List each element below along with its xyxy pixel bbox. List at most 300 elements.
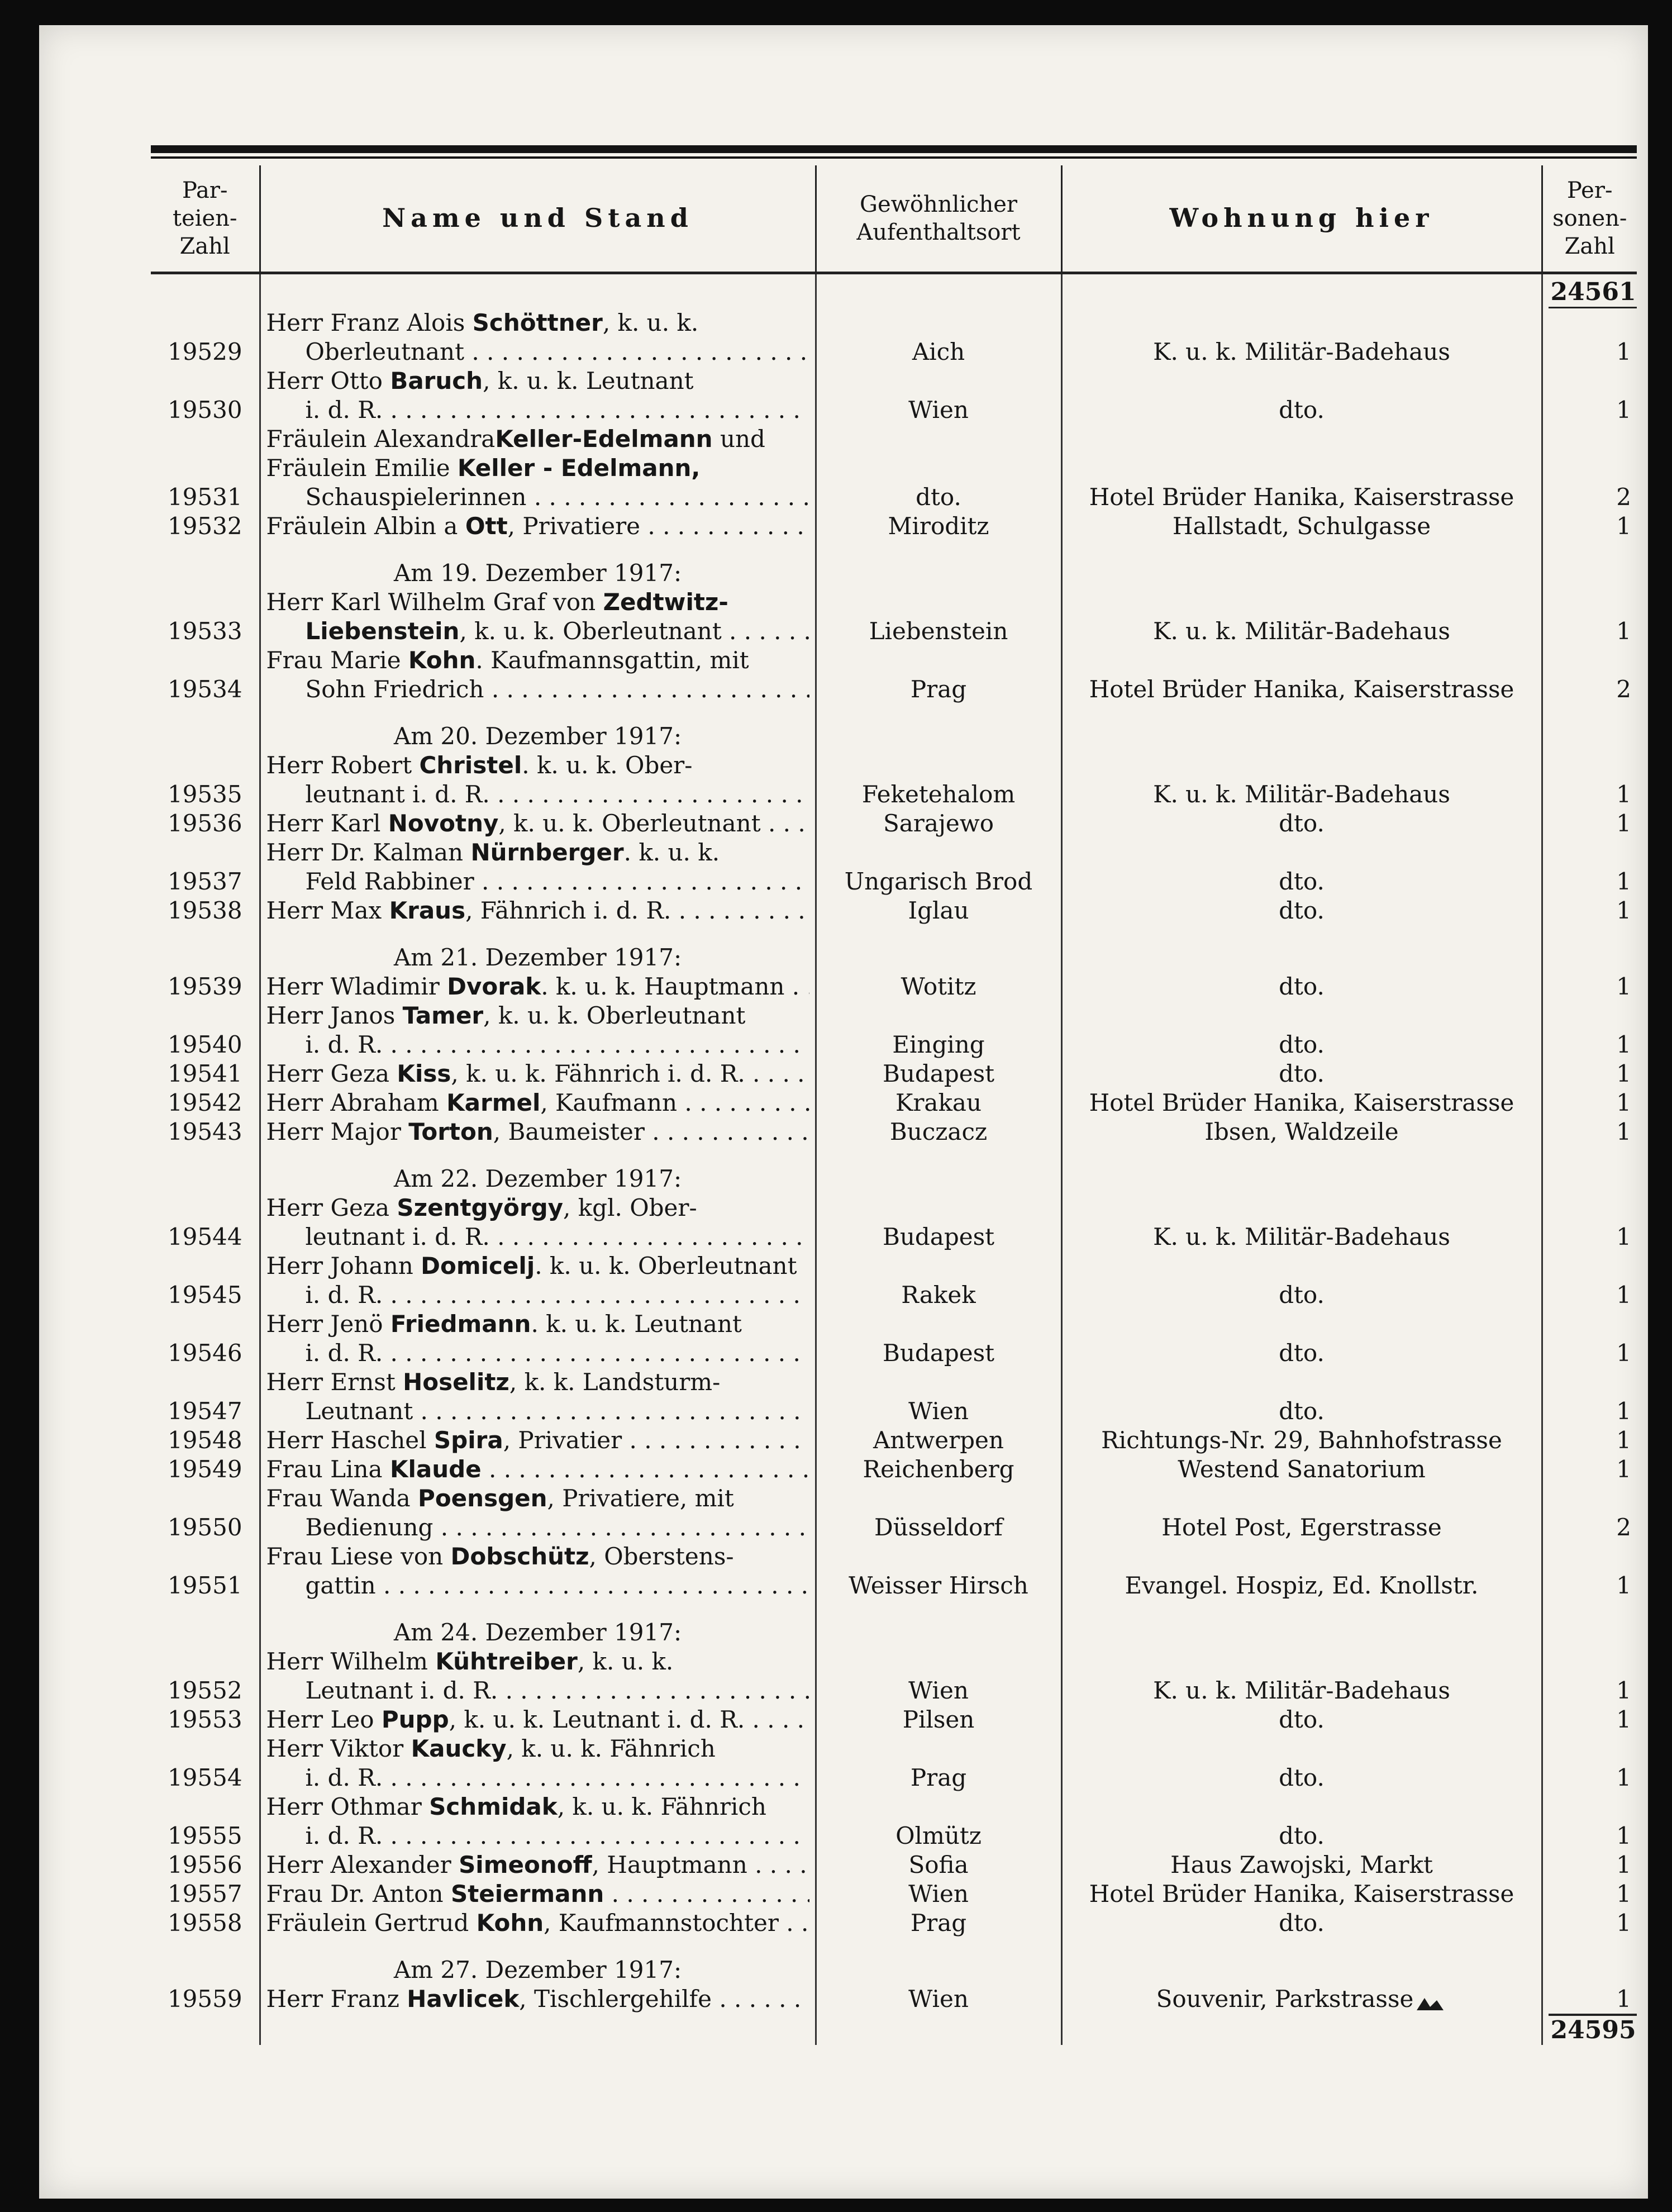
name-line bbox=[266, 425, 809, 454]
person-count: 1 bbox=[1542, 972, 1637, 1001]
local-residence: dto. bbox=[1061, 1368, 1542, 1426]
dot-leader bbox=[779, 1909, 809, 1937]
local-residence: dto. bbox=[1061, 838, 1542, 896]
guest-name-and-status bbox=[260, 1310, 816, 1368]
person-count: 1 bbox=[1542, 1455, 1637, 1484]
local-residence: Hotel Brüder Hanika, Kaiserstrasse bbox=[1061, 646, 1542, 704]
local-residence: K. u. k. Militär-Badehaus bbox=[1061, 751, 1542, 809]
person-count: 1 bbox=[1542, 1880, 1637, 1909]
dot-leader bbox=[376, 1572, 809, 1599]
name-prefix: Herr Wladimir bbox=[266, 973, 447, 1000]
register-entry-row bbox=[151, 838, 1637, 896]
register-entry-row bbox=[151, 1117, 1637, 1147]
name-line bbox=[266, 367, 809, 396]
empty-cell bbox=[151, 541, 260, 588]
date-heading-row bbox=[151, 1600, 1637, 1647]
name-prefix: Herr Viktor bbox=[266, 1735, 411, 1762]
local-residence: dto. bbox=[1061, 1734, 1542, 1792]
dot-leader bbox=[433, 1514, 809, 1541]
party-number: 19543 bbox=[167, 1118, 242, 1145]
name-prefix: Herr Karl bbox=[266, 810, 388, 837]
party-number: 19551 bbox=[167, 1572, 242, 1599]
usual-residence: Pilsen bbox=[816, 1705, 1061, 1734]
register-entry-row bbox=[151, 1909, 1637, 1938]
person-count: 1 bbox=[1542, 512, 1637, 541]
date-heading-row bbox=[151, 704, 1637, 751]
name-suffix: , Oberstens- bbox=[589, 1543, 734, 1570]
name-prefix: Herr Robert bbox=[266, 751, 420, 779]
guest-name-and-status bbox=[260, 1117, 816, 1147]
party-number: 19556 bbox=[167, 1851, 242, 1878]
name-suffix: , Baumeister bbox=[493, 1118, 645, 1145]
name-line bbox=[266, 646, 809, 675]
name-line bbox=[266, 1281, 809, 1310]
name-suffix: , k. u. k. Oberleutnant bbox=[498, 810, 761, 837]
surname: Pupp bbox=[381, 1706, 449, 1733]
surname: Zedtwitz- bbox=[603, 588, 728, 616]
party-number: 19547 bbox=[167, 1397, 242, 1425]
empty-cell bbox=[1061, 1600, 1542, 1647]
name-suffix: , Tischlergehilfe bbox=[519, 1985, 712, 2013]
name-suffix: , k. k. Landsturm- bbox=[509, 1368, 721, 1396]
surname: Dvorak bbox=[447, 973, 541, 1000]
surname: Hoselitz bbox=[403, 1368, 509, 1396]
dot-leader bbox=[383, 1339, 809, 1367]
register-entry-row bbox=[151, 1705, 1637, 1734]
name-line bbox=[266, 1821, 809, 1851]
surname: Ott bbox=[465, 512, 508, 540]
surname: Kaucky bbox=[411, 1735, 507, 1762]
status-text: Leutnant bbox=[305, 1397, 413, 1425]
local-residence: dto. bbox=[1061, 1310, 1542, 1368]
dot-leader bbox=[482, 1455, 809, 1483]
register-entry-row bbox=[151, 1851, 1637, 1880]
register-entry-row bbox=[151, 1193, 1637, 1252]
person-count: 1 bbox=[1542, 308, 1637, 367]
guest-name-and-status bbox=[260, 588, 816, 646]
name-prefix: Frau Lina bbox=[266, 1455, 390, 1483]
name-suffix: , Privatiere bbox=[507, 512, 641, 540]
party-number: 19559 bbox=[167, 1985, 242, 2013]
usual-residence: Krakau bbox=[816, 1088, 1061, 1117]
usual-residence: Rakek bbox=[816, 1252, 1061, 1310]
usual-residence: Prag bbox=[816, 1734, 1061, 1792]
guest-name-and-status bbox=[260, 1252, 816, 1310]
person-count: 1 bbox=[1542, 1117, 1637, 1147]
party-number: 19540 bbox=[167, 1031, 242, 1058]
name-line bbox=[266, 1088, 809, 1117]
local-residence: Hotel Brüder Hanika, Kaiserstrasse bbox=[1061, 425, 1542, 512]
dot-leader bbox=[761, 810, 809, 837]
name-line bbox=[266, 1484, 809, 1513]
name-prefix: Herr Dr. Kalman bbox=[266, 839, 471, 866]
dot-leader bbox=[745, 1060, 809, 1087]
name-line bbox=[266, 972, 809, 1001]
name-line bbox=[266, 1647, 809, 1676]
dot-leader bbox=[383, 396, 809, 424]
usual-residence: Buczacz bbox=[816, 1117, 1061, 1147]
empty-cell bbox=[151, 1938, 260, 1985]
total-row bbox=[151, 2014, 1637, 2045]
dot-leader bbox=[474, 868, 809, 895]
name-prefix: Herr Ernst bbox=[266, 1368, 403, 1396]
dot-leader bbox=[526, 483, 809, 511]
guest-name-and-status bbox=[260, 1647, 816, 1705]
name-suffix: , Kaufmann bbox=[540, 1089, 678, 1116]
name-line bbox=[266, 1792, 809, 1821]
person-count: 1 bbox=[1542, 809, 1637, 838]
empty-cell bbox=[151, 1147, 260, 1193]
guest-name-and-status bbox=[260, 1542, 816, 1600]
name-line bbox=[266, 1851, 809, 1880]
person-count: 1 bbox=[1542, 838, 1637, 896]
surname: Keller - Edelmann, bbox=[457, 454, 701, 482]
usual-residence: dto. bbox=[816, 425, 1061, 512]
guest-name-and-status bbox=[260, 1851, 816, 1880]
name-suffix: , k. u. k. bbox=[602, 309, 699, 336]
person-count: 1 bbox=[1542, 1792, 1637, 1851]
register-entry-row bbox=[151, 972, 1637, 1001]
local-residence: K. u. k. Militär-Badehaus bbox=[1061, 1193, 1542, 1252]
local-residence: dto. bbox=[1061, 1059, 1542, 1088]
name-line bbox=[266, 1763, 809, 1792]
surname: Dobschütz bbox=[450, 1543, 589, 1570]
name-suffix: , Privatier bbox=[503, 1426, 622, 1454]
surname: Keller-Edelmann bbox=[495, 425, 713, 453]
surname: Spira bbox=[434, 1426, 503, 1454]
guest-name-and-status bbox=[260, 1985, 816, 2014]
party-number: 19542 bbox=[167, 1089, 242, 1116]
register-entry-row bbox=[151, 1734, 1637, 1792]
surname: Christel bbox=[419, 751, 522, 779]
guest-name-and-status bbox=[260, 308, 816, 367]
status-text: , k. u. k. Oberleutnant bbox=[459, 617, 722, 645]
name-prefix: Herr Major bbox=[266, 1118, 409, 1145]
usual-residence: Reichenberg bbox=[816, 1455, 1061, 1484]
empty-cell bbox=[816, 925, 1061, 972]
register-entry-row bbox=[151, 1059, 1637, 1088]
guest-name-and-status bbox=[260, 1484, 816, 1542]
person-count: 1 bbox=[1542, 1734, 1637, 1792]
empty-cell bbox=[151, 925, 260, 972]
party-number: 19531 bbox=[167, 483, 242, 511]
name-line bbox=[266, 1705, 809, 1734]
party-number: 19539 bbox=[167, 973, 242, 1000]
person-count: 1 bbox=[1542, 1985, 1637, 2014]
person-count: 1 bbox=[1542, 588, 1637, 646]
party-number: 19535 bbox=[167, 781, 242, 808]
dot-leader bbox=[490, 781, 809, 808]
empty-cell bbox=[1061, 925, 1542, 972]
local-residence: Hotel Post, Egerstrasse bbox=[1061, 1484, 1542, 1542]
local-residence: dto. bbox=[1061, 809, 1542, 838]
local-residence: Evangel. Hospiz, Ed. Knollstr. bbox=[1061, 1542, 1542, 1600]
register-entry-row bbox=[151, 1880, 1637, 1909]
header-party-number: Par- teien- Zahl bbox=[151, 165, 260, 273]
party-number: 19549 bbox=[167, 1455, 242, 1483]
usual-residence: Sarajewo bbox=[816, 809, 1061, 838]
name-prefix: Herr Otto bbox=[266, 367, 390, 394]
empty-cell bbox=[1542, 1600, 1637, 1647]
name-line bbox=[266, 1426, 809, 1455]
usual-residence: Wien bbox=[816, 1880, 1061, 1909]
usual-residence: Miroditz bbox=[816, 512, 1061, 541]
name-line bbox=[266, 337, 809, 367]
name-line bbox=[266, 1001, 809, 1030]
name-prefix: Herr Geza bbox=[266, 1194, 397, 1221]
local-residence: Hotel Brüder Hanika, Kaiserstrasse bbox=[1061, 1088, 1542, 1117]
name-prefix: Herr Abraham bbox=[266, 1089, 447, 1116]
empty-cell bbox=[816, 1938, 1061, 1985]
usual-residence: Einging bbox=[816, 1001, 1061, 1059]
name-line bbox=[266, 896, 809, 925]
register-entry-row bbox=[151, 425, 1637, 512]
name-suffix: , k. u. k. Leutnant i. d. R. bbox=[449, 1706, 745, 1733]
dot-leader bbox=[671, 897, 809, 924]
guest-name-and-status bbox=[260, 751, 816, 809]
name-prefix: Herr Leo bbox=[266, 1706, 382, 1733]
party-number: 19550 bbox=[167, 1514, 242, 1541]
register-entry-row bbox=[151, 308, 1637, 367]
name-prefix: Fräulein Alexandra bbox=[266, 425, 496, 453]
header-local-residence: Wohnung hier bbox=[1061, 165, 1542, 273]
empty-cell bbox=[816, 1600, 1061, 1647]
party-number: 19553 bbox=[167, 1706, 242, 1733]
guest-name-and-status bbox=[260, 1880, 816, 1909]
guest-name-and-status bbox=[260, 1193, 816, 1252]
register-entry-row bbox=[151, 512, 1637, 541]
register-entry-row bbox=[151, 1542, 1637, 1600]
date-heading: Am 22. Dezember 1917: bbox=[260, 1147, 816, 1193]
name-prefix: Herr Haschel bbox=[266, 1426, 434, 1454]
local-residence: dto. bbox=[1061, 367, 1542, 425]
usual-residence: Ungarisch Brod bbox=[816, 838, 1061, 896]
dot-leader bbox=[784, 973, 809, 1000]
guest-name-and-status bbox=[260, 367, 816, 425]
local-residence: dto. bbox=[1061, 972, 1542, 1001]
party-number: 19530 bbox=[167, 396, 242, 424]
dot-leader bbox=[383, 1764, 809, 1791]
name-line bbox=[266, 1571, 809, 1600]
name-line bbox=[266, 1455, 809, 1484]
dot-leader bbox=[484, 676, 809, 703]
local-residence: Souvenir, Parkstrasse bbox=[1061, 1985, 1542, 2014]
dot-leader bbox=[722, 617, 809, 645]
dot-leader bbox=[645, 1118, 809, 1145]
usual-residence: Wien bbox=[816, 1368, 1061, 1426]
person-count: 1 bbox=[1542, 1647, 1637, 1705]
status-text: gattin bbox=[305, 1572, 376, 1599]
local-residence: K. u. k. Militär-Badehaus bbox=[1061, 1647, 1542, 1705]
guest-name-and-status bbox=[260, 809, 816, 838]
carry-over-total: 24561 bbox=[1549, 278, 1637, 308]
party-number: 19544 bbox=[167, 1223, 242, 1250]
person-count: 1 bbox=[1542, 1368, 1637, 1426]
surname: Baruch bbox=[390, 367, 483, 394]
name-prefix: Herr Othmar bbox=[266, 1793, 430, 1820]
dot-leader bbox=[712, 1985, 809, 2013]
name-prefix: Herr Franz Alois bbox=[266, 309, 473, 336]
name-suffix: . Kaufmannsgattin, mit bbox=[475, 646, 749, 674]
status-text: Feld Rabbiner bbox=[305, 868, 474, 895]
name-line bbox=[266, 1880, 809, 1909]
local-residence: Haus Zawojski, Markt bbox=[1061, 1851, 1542, 1880]
name-line bbox=[266, 1030, 809, 1059]
register-entry-row bbox=[151, 367, 1637, 425]
party-number: 19552 bbox=[167, 1677, 242, 1704]
header-person-count: Per- sonen- Zahl bbox=[1542, 165, 1637, 273]
register-entry-row bbox=[151, 1310, 1637, 1368]
name-line bbox=[266, 1909, 809, 1938]
surname: Kraus bbox=[389, 897, 466, 924]
usual-residence: Budapest bbox=[816, 1059, 1061, 1088]
surname: Schmidak bbox=[429, 1793, 558, 1820]
name-line bbox=[266, 1193, 809, 1222]
empty-cell bbox=[1061, 541, 1542, 588]
date-heading-row bbox=[151, 1147, 1637, 1193]
local-residence: dto. bbox=[1061, 1792, 1542, 1851]
name-suffix: , k. u. k. Fähnrich bbox=[557, 1793, 766, 1820]
date-heading: Am 20. Dezember 1917: bbox=[260, 704, 816, 751]
name-prefix: Fräulein Emilie bbox=[266, 454, 458, 482]
party-number: 19537 bbox=[167, 868, 242, 895]
date-heading: Am 19. Dezember 1917: bbox=[260, 541, 816, 588]
usual-residence: Antwerpen bbox=[816, 1426, 1061, 1455]
register-entry-row bbox=[151, 1792, 1637, 1851]
party-number: 19554 bbox=[167, 1764, 242, 1791]
person-count: 1 bbox=[1542, 1851, 1637, 1880]
register-entry-row bbox=[151, 646, 1637, 704]
top-rule-thin bbox=[151, 156, 1637, 159]
person-count: 1 bbox=[1542, 751, 1637, 809]
party-number: 19538 bbox=[167, 897, 242, 924]
name-line bbox=[266, 1059, 809, 1088]
party-number: 19536 bbox=[167, 810, 242, 837]
name-line bbox=[266, 1513, 809, 1542]
name-suffix: , k. u. k. Leutnant bbox=[483, 367, 694, 394]
date-heading-row bbox=[151, 925, 1637, 972]
person-count: 1 bbox=[1542, 1909, 1637, 1938]
usual-residence: Wotitz bbox=[816, 972, 1061, 1001]
party-number: 19533 bbox=[167, 617, 242, 645]
local-residence: dto. bbox=[1061, 1705, 1542, 1734]
dot-leader bbox=[413, 1397, 809, 1425]
surname: Friedmann bbox=[390, 1310, 531, 1338]
party-number: 19557 bbox=[167, 1880, 242, 1907]
name-line bbox=[266, 1117, 809, 1147]
guest-name-and-status bbox=[260, 1426, 816, 1455]
register-entry-row bbox=[151, 1455, 1637, 1484]
empty-cell bbox=[1061, 1147, 1542, 1193]
status-text: i. d. R. bbox=[305, 1281, 383, 1309]
name-line bbox=[266, 751, 809, 780]
usual-residence: Olmütz bbox=[816, 1792, 1061, 1851]
usual-residence: Prag bbox=[816, 646, 1061, 704]
person-count: 1 bbox=[1542, 1310, 1637, 1368]
name-prefix: Herr Alexander bbox=[266, 1851, 459, 1878]
name-suffix: und bbox=[712, 425, 765, 453]
guest-name-and-status bbox=[260, 1734, 816, 1792]
person-count: 1 bbox=[1542, 1001, 1637, 1059]
local-residence: dto. bbox=[1061, 896, 1542, 925]
surname: Tamer bbox=[402, 1002, 484, 1029]
name-prefix: Herr Janos bbox=[266, 1002, 403, 1029]
register-entry-row bbox=[151, 809, 1637, 838]
empty-cell bbox=[816, 1147, 1061, 1193]
name-suffix: , Kaufmannstochter bbox=[544, 1909, 779, 1937]
empty-cell bbox=[1061, 704, 1542, 751]
party-number: 19541 bbox=[167, 1060, 242, 1087]
status-text: leutnant i. d. R. bbox=[305, 781, 490, 808]
name-line bbox=[266, 1339, 809, 1368]
empty-cell bbox=[816, 541, 1061, 588]
guest-name-and-status bbox=[260, 1455, 816, 1484]
local-residence: dto. bbox=[1061, 1252, 1542, 1310]
name-prefix: Fräulein Gertrud bbox=[266, 1909, 477, 1937]
register-entry-row bbox=[151, 896, 1637, 925]
register-entry-row bbox=[151, 751, 1637, 809]
name-suffix: . k. u. k. Ober- bbox=[522, 751, 693, 779]
guest-name-and-status bbox=[260, 1088, 816, 1117]
empty-cell bbox=[1542, 704, 1637, 751]
party-number: 19529 bbox=[167, 338, 242, 365]
status-text: i. d. R. bbox=[305, 1339, 383, 1367]
name-line bbox=[266, 1252, 809, 1281]
name-line bbox=[266, 1542, 809, 1571]
name-line bbox=[266, 1397, 809, 1426]
guest-name-and-status bbox=[260, 425, 816, 512]
surname: Simeonoff bbox=[459, 1851, 592, 1878]
name-line bbox=[266, 454, 809, 483]
usual-residence: Budapest bbox=[816, 1193, 1061, 1252]
name-suffix: , k. u. k. Fähnrich i. d. R. bbox=[451, 1060, 745, 1087]
name-prefix: Herr Karl Wilhelm Graf von bbox=[266, 588, 603, 616]
usual-residence: Feketehalom bbox=[816, 751, 1061, 809]
usual-residence: Wien bbox=[816, 367, 1061, 425]
guest-name-and-status bbox=[260, 896, 816, 925]
name-line bbox=[266, 1985, 809, 2014]
register-entry-row bbox=[151, 1001, 1637, 1059]
dot-leader bbox=[383, 1281, 809, 1309]
usual-residence: Wien bbox=[816, 1647, 1061, 1705]
register-entry-row bbox=[151, 1426, 1637, 1455]
person-count: 1 bbox=[1542, 1252, 1637, 1310]
name-line bbox=[266, 1734, 809, 1763]
usual-residence: Budapest bbox=[816, 1310, 1061, 1368]
status-text: Oberleutnant bbox=[305, 338, 464, 365]
status-text: i. d. R. bbox=[305, 1031, 383, 1058]
dot-leader bbox=[490, 1223, 809, 1250]
party-number: 19532 bbox=[167, 512, 242, 540]
name-suffix: , Privatiere, mit bbox=[547, 1485, 734, 1512]
guest-register-table bbox=[151, 165, 1637, 2045]
person-count: 1 bbox=[1542, 1193, 1637, 1252]
name-prefix: Herr Franz bbox=[266, 1985, 407, 2013]
name-line bbox=[266, 1310, 809, 1339]
name-suffix: , kgl. Ober- bbox=[563, 1194, 697, 1221]
surname: Kühtreiber bbox=[435, 1648, 578, 1675]
person-count: 1 bbox=[1542, 1426, 1637, 1455]
person-count: 1 bbox=[1542, 896, 1637, 925]
guest-name-and-status bbox=[260, 646, 816, 704]
empty-cell bbox=[1542, 541, 1637, 588]
name-line bbox=[266, 780, 809, 809]
name-suffix: , Hauptmann bbox=[592, 1851, 747, 1878]
party-number: 19545 bbox=[167, 1281, 242, 1309]
guest-name-and-status bbox=[260, 1705, 816, 1734]
surname: Steiermann bbox=[450, 1880, 604, 1907]
dot-leader bbox=[640, 512, 809, 540]
